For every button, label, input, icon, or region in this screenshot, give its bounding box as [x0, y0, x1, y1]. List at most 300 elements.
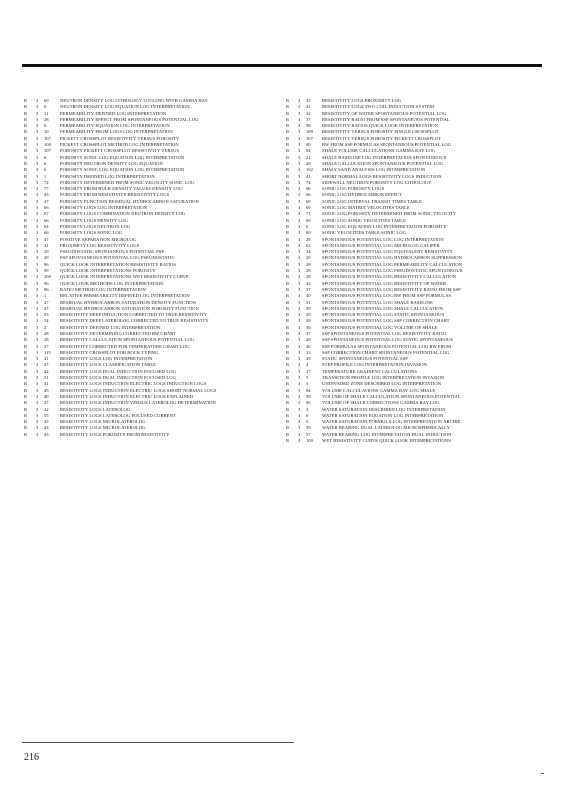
row-entry: RESISTIVITY CORRECTED FOR TEMPERATURE CHART LOG: [60, 343, 190, 349]
row-entry: QUICK LOOK INTERPRETATION RESISTIVITY RATIOS: [60, 261, 176, 267]
row-entry: PERMEABILITY DEFINED LOG INTERPRETATION: [60, 110, 167, 116]
row-volume: 3: [36, 249, 39, 255]
row-page: 41: [44, 356, 49, 362]
row-page: 77: [44, 186, 49, 192]
index-column-right: [286, 98, 544, 444]
row-page: 96: [44, 280, 49, 286]
row-entry: RESIDUAL HYDROCARBON SATURATION POROSITY FUNCTION: [60, 305, 199, 311]
row-entry: POROSITY FROM BULK DENSITY VALUES DENSITY LOG: [60, 186, 183, 192]
row-code: R: [24, 223, 28, 229]
row-entry: WATER BEARING LOG INTERPRETATION DUAL INDUCTION: [322, 431, 452, 437]
row-code: R: [24, 400, 28, 406]
row-page: 94: [306, 148, 311, 154]
row-entry: SPONTANEOUS POTENTIAL LOG EQUIVALENT RESISTIVITY: [322, 249, 453, 255]
row-entry: POROSITY LOGS SONIC LOG: [60, 230, 123, 236]
row-volume: 3: [298, 104, 301, 110]
row-entry: POROSITY DEFINED LOG INTERPRETATION: [60, 173, 155, 179]
row-code: R: [286, 249, 290, 255]
row-page: 107: [306, 135, 313, 141]
row-code: R: [24, 255, 28, 261]
row-page: 1: [44, 293, 47, 299]
row-volume: 3: [36, 167, 39, 173]
row-entry: POROSITY LOGS NEUTRON LOG: [60, 223, 131, 229]
row-code: R: [24, 412, 28, 418]
row-code: R: [286, 349, 290, 355]
row-code: R: [24, 211, 28, 217]
row-page: 33: [306, 349, 311, 355]
row-code: R: [24, 217, 28, 223]
row-entry: TRANSITION PROFILE LOG INTERPRETATION INVASION: [322, 375, 445, 381]
row-code: R: [286, 154, 290, 160]
row-volume: 3: [298, 286, 301, 292]
row-page: 96: [44, 261, 49, 267]
row-volume: 3: [298, 186, 301, 192]
row-page: 11: [44, 110, 49, 116]
row-entry: WATER SATURATION FORMULA LOG INTERPRETATION ARCHIE: [322, 419, 461, 425]
row-page: 55: [44, 412, 49, 418]
row-page: 32: [306, 110, 311, 116]
row-page: 28: [44, 337, 49, 343]
row-entry: POROSITY NEUTRON DENSITY LOG EQUATION: [60, 160, 163, 166]
row-page: 5: [306, 419, 309, 425]
row-page: 6: [44, 154, 47, 160]
row-volume: 3: [36, 299, 39, 305]
row-page: 59: [306, 425, 311, 431]
row-code: R: [286, 211, 290, 217]
row-volume: 3: [36, 305, 39, 311]
row-volume: 3: [36, 330, 39, 336]
row-volume: 3: [36, 186, 39, 192]
row-entry: RESISTIVITY DETERMINING CORRECTED RW CHART: [60, 330, 176, 336]
row-code: R: [286, 280, 290, 286]
row-entry: WATER SATURATION EQUATION LOG INTERPRETATION: [322, 412, 444, 418]
row-page: 29: [306, 268, 311, 274]
row-entry: SHALE VOLUME CALCULATIONS GAMMA RAY LOG: [322, 148, 436, 154]
row-code: R: [24, 142, 28, 148]
row-volume: 3: [36, 255, 39, 261]
row-entry: RESISTIVITY OF WATER SPONTANEOUS POTENTIAL LOG: [322, 110, 447, 116]
row-page: 27: [306, 368, 311, 374]
row-entry: SPONTANEOUS POTENTIAL LOG LOG INTERPRETATION: [322, 236, 444, 242]
row-volume: 3: [298, 236, 301, 242]
row-code: R: [286, 400, 290, 406]
row-entry: NEUTRON DENSITY LOG LITHOLOGY LOGGING WITH GAMMA RAY: [60, 98, 208, 103]
row-code: R: [24, 123, 28, 129]
row-page: 95: [306, 400, 311, 406]
row-volume: 3: [36, 368, 39, 374]
row-page: 96: [44, 286, 49, 292]
row-volume: 3: [298, 280, 301, 286]
row-page: 66: [44, 217, 49, 223]
row-page: 66: [306, 192, 311, 198]
row-entry: SSP SPONTANEOUS POTENTIAL LOG STATIC SPONTANEOUS: [322, 337, 453, 343]
row-code: R: [24, 330, 28, 336]
row-entry: RESISTIVITY LOGS INDUCTION ELECTRIC LOGS INDUCTION LOGS: [60, 381, 207, 387]
row-entry: WATER BEARING DUAL LATEROLOG MICROSPHERICALLY: [322, 425, 450, 431]
row-volume: 3: [298, 343, 301, 349]
row-page: 71: [306, 211, 311, 217]
row-entry: VOLUME OF SHALE CORRECTIONS GAMMA RAY LOG: [322, 400, 440, 406]
row-code: R: [24, 368, 28, 374]
row-volume: 3: [298, 116, 301, 122]
row-volume: 3: [36, 230, 39, 236]
row-volume: 3: [36, 286, 39, 292]
row-page: 42: [44, 368, 49, 374]
row-code: R: [24, 324, 28, 330]
row-entry: QUICK LOOK INTERPRETATIONS WET RESISTIVITY CURVE: [60, 274, 189, 280]
row-volume: 3: [36, 242, 39, 248]
row-code: R: [286, 318, 290, 324]
row-page: 28: [306, 236, 311, 242]
row-entry: RESISTIVITY RATIO FROM SSP SPONTANEOUS POTENTIAL: [322, 116, 450, 122]
row-code: R: [286, 261, 290, 267]
row-page: 34: [306, 249, 311, 255]
row-volume: 3: [298, 274, 301, 280]
row-code: R: [24, 160, 28, 166]
row-entry: RESISTIVITY LOGS LATEROLOG FOCUSED CURRENT: [60, 412, 176, 418]
row-code: R: [24, 406, 28, 412]
row-entry: POROSITY PICKETT CROSSPLOT RESISTIVITY VERSUS: [60, 148, 180, 154]
row-page: 99: [44, 268, 49, 274]
row-volume: 3: [36, 192, 39, 198]
row-volume: 3: [298, 375, 301, 381]
row-code: R: [24, 362, 28, 368]
row-volume: 3: [298, 217, 301, 223]
row-page: 57: [306, 431, 311, 437]
row-volume: 3: [36, 160, 39, 166]
row-entry: RATIO METHOD LOG INTERPRETATION: [60, 286, 146, 292]
row-page: 40: [306, 343, 311, 349]
row-entry: SPONTANEOUS POTENTIAL LOG SSP CORRECTION CHART: [322, 318, 450, 324]
row-code: R: [286, 312, 290, 318]
row-page: 27: [44, 343, 49, 349]
row-entry: SPONTANEOUS POTENTIAL LOG SHALE CALCULATION: [322, 305, 444, 311]
row-page: 6: [306, 223, 309, 229]
row-code: R: [286, 223, 290, 229]
row-volume: 3: [298, 211, 301, 217]
row-entry: RESISTIVITY LOGS POROSITY FROM RESISTIVITY: [60, 431, 170, 437]
row-code: R: [24, 318, 28, 324]
row-page: 5: [306, 375, 309, 381]
row-entry: POROSITY FROM RESISTIVITY RESISTIVITY LOGS: [60, 192, 170, 198]
row-volume: 3: [298, 255, 301, 261]
row-entry: RESISTIVITY RATIOS QUICK LOOK INTERPRETATION: [322, 123, 438, 129]
row-volume: 3: [36, 337, 39, 343]
row-entry: POSITIVE SEPARATION MICROLOG: [60, 236, 137, 242]
row-page: 51: [44, 375, 49, 381]
row-page: 37: [306, 286, 311, 292]
row-page: 6: [306, 412, 309, 418]
row-page: 29: [306, 160, 311, 166]
row-code: R: [24, 356, 28, 362]
row-volume: 3: [298, 173, 301, 179]
row-code: R: [286, 167, 290, 173]
row-entry: POROSITY LOGS COMBINATION NEUTRON DENSITY LOG: [60, 211, 186, 217]
row-entry: SPONTANEOUS POTENTIAL LOG RW FROM SSP FORMULAS: [322, 293, 452, 299]
row-volume: 3: [298, 406, 301, 412]
row-page: 43: [44, 425, 49, 431]
row-page: 21: [306, 154, 311, 160]
row-page: 49: [44, 387, 49, 393]
row-volume: 3: [36, 419, 39, 425]
row-page: 1: [44, 173, 47, 179]
row-entry: RESIDUAL HYDROCARBON SATURATION DENSITY FUNCTION: [60, 299, 197, 305]
row-volume: 3: [36, 268, 39, 274]
row-code: R: [286, 104, 290, 110]
row-code: R: [24, 192, 28, 198]
row-code: R: [286, 129, 290, 135]
row-code: R: [286, 268, 290, 274]
row-page: 4: [306, 362, 309, 368]
row-entry: RESISTIVITY LOGS LATEROLOG: [60, 406, 131, 412]
row-entry: STATIC SPONTANEOUS POTENTIAL SSP: [322, 356, 408, 362]
row-page: 29: [306, 305, 311, 311]
row-entry: POROSITY LOGS LOG INTERPRETATION: [60, 205, 147, 211]
row-code: R: [24, 261, 28, 267]
row-volume: 3: [36, 356, 39, 362]
row-page: 100: [306, 438, 313, 444]
row-page: 41: [44, 242, 49, 248]
row-page: 6: [44, 123, 47, 129]
row-code: R: [24, 337, 28, 343]
row-volume: 3: [298, 330, 301, 336]
row-code: R: [24, 419, 28, 425]
row-page: 43: [44, 192, 49, 198]
row-page: 2: [44, 324, 47, 330]
row-code: R: [24, 198, 28, 204]
row-page: 98: [306, 123, 311, 129]
top-rule: [22, 64, 542, 67]
row-code: R: [286, 324, 290, 330]
row-page: 37: [306, 116, 311, 122]
row-entry: RESISTIVITY LOGS LOG INTERPRETATION: [60, 356, 153, 362]
row-volume: 3: [298, 223, 301, 229]
row-code: R: [24, 286, 28, 292]
row-volume: 3: [36, 412, 39, 418]
row-page: 47: [44, 236, 49, 242]
row-code: R: [24, 236, 28, 242]
row-entry: RESISTIVITY CALCULATION SPONTANEOUS POTENTIAL LOG: [60, 337, 195, 343]
row-page: 29: [306, 356, 311, 362]
row-page: 32: [306, 280, 311, 286]
row-code: R: [24, 173, 28, 179]
row-code: N: [24, 154, 28, 160]
footer-rule: [22, 742, 294, 743]
row-code: R: [24, 375, 28, 381]
row-page: 69: [306, 230, 311, 236]
row-volume: 3: [36, 343, 39, 349]
row-page: 6: [44, 167, 47, 173]
row-code: R: [286, 406, 290, 412]
row-code: R: [286, 375, 290, 381]
row-entry: SONIC LOG SONIC VELOCITIES TABLE: [322, 217, 407, 223]
row-code: R: [286, 356, 290, 362]
row-volume: 3: [298, 148, 301, 154]
row-entry: PERMEABILITY EQUATION LOG INTERPRETATION: [60, 123, 170, 129]
row-entry: RESISTIVITY DEEP INDUCTION CORRECTED TO TRUE RESISTIVITY: [60, 312, 208, 318]
row-entry: SHORT NORMAL LOGS RESISTIVITY LOGS INDUCTION: [322, 173, 442, 179]
row-volume: 3: [36, 116, 39, 122]
row-code: R: [286, 230, 290, 236]
row-page: 29: [306, 318, 311, 324]
row-code: R: [24, 280, 28, 286]
row-code: R: [286, 293, 290, 299]
row-code: R: [286, 425, 290, 431]
row-volume: 3: [36, 261, 39, 267]
row-volume: 3: [298, 299, 301, 305]
row-entry: RESISTIVITY VERSUS POROSITY SINGLE CROSSPLOT: [322, 129, 439, 135]
row-code: R: [286, 148, 290, 154]
row-code: R: [24, 343, 28, 349]
row-code: R: [286, 217, 290, 223]
row-entry: SPONTANEOUS POTENTIAL LOG SHALE BASELINE: [322, 299, 433, 305]
row-volume: 3: [298, 123, 301, 129]
row-entry: PROXIMITY LOG RESISTIVITY LOGS: [60, 242, 140, 248]
row-volume: 3: [36, 205, 39, 211]
row-volume: 3: [298, 261, 301, 267]
row-volume: 3: [36, 173, 39, 179]
row-code: R: [24, 186, 28, 192]
row-volume: 3: [298, 110, 301, 116]
row-volume: 3: [298, 198, 301, 204]
row-volume: 3: [298, 368, 301, 374]
row-page: 29: [44, 249, 49, 255]
row-page: 107: [44, 148, 51, 154]
row-volume: 3: [298, 381, 301, 387]
row-volume: 3: [298, 400, 301, 406]
row-volume: 3: [36, 211, 39, 217]
row-entry: PICKETT CROSSPLOT METHOD LOG INTERPRETATION: [60, 142, 179, 148]
row-entry: RESISTIVITY LOGS INDUCTION ELECTRIC LOGS SHORT NORMAL LOGS: [60, 387, 217, 393]
row-page: 28: [44, 116, 49, 122]
row-entry: VOLUME CALCULATIONS GAMMA RAY LOG SHALE: [322, 387, 436, 393]
row-entry: RESISTIVITY LOGS MICROLATEROLOG: [60, 425, 146, 431]
row-code: R: [286, 274, 290, 280]
row-page: 3: [306, 381, 309, 387]
row-page: 100: [44, 274, 51, 280]
row-volume: 3: [298, 425, 301, 431]
row-code: R: [24, 431, 28, 437]
row-volume: 3: [298, 242, 301, 248]
row-code: R: [286, 255, 290, 261]
row-entry: SONIC LOG POROSITY LOGS: [322, 186, 385, 192]
row-volume: 3: [298, 98, 301, 103]
row-page: 29: [306, 255, 311, 261]
row-code: R: [24, 312, 28, 318]
row-entry: RESISTIVITY LOGS DUAL INDUCTION FOCUSED LOG: [60, 375, 177, 381]
row-volume: 3: [298, 412, 301, 418]
row-entry: WET RESISTIVITY CURVE QUICK LOOK INTERPRETATIONS: [322, 438, 451, 444]
row-page: 41: [306, 104, 311, 110]
row-code: R: [286, 160, 290, 166]
row-volume: 3: [298, 318, 301, 324]
row-volume: 3: [298, 324, 301, 330]
row-volume: 3: [36, 142, 39, 148]
row-entry: POROSITY SONIC LOG EQUATION LOG INTERPRETATION: [60, 154, 185, 160]
row-entry: TEMPERATURE GRADIENT CALCULATIONS: [322, 368, 417, 374]
row-page: 6: [44, 160, 47, 166]
row-code: R: [286, 179, 290, 185]
row-code: R: [24, 381, 28, 387]
row-code: R: [286, 186, 290, 192]
row-code: R: [24, 387, 28, 393]
row-entry: STEP PROFILE LOG INTERPRETATION INVASION: [322, 362, 427, 368]
row-volume: 3: [298, 160, 301, 166]
row-volume: 3: [298, 356, 301, 362]
row-volume: 3: [36, 349, 39, 355]
row-code: R: [24, 268, 28, 274]
row-entry: RELATIVE PERMEABILITY DEFINED LOG INTERPRETATION: [60, 293, 190, 299]
row-code: R: [286, 116, 290, 122]
row-page: 107: [44, 135, 51, 141]
row-code: R: [286, 343, 290, 349]
row-volume: 3: [298, 362, 301, 368]
row-entry: SPONTANEOUS POTENTIAL LOG PSEUDOSTATIC SPONTANEOUS: [322, 268, 463, 274]
row-volume: 3: [298, 154, 301, 160]
row-page: 47: [44, 299, 49, 305]
row-entry: SONIC LOG POROSITY DETERMINED FROM SONIC VELOCITY: [322, 211, 457, 217]
row-entry: POROSITY SONIC LOG EQUATION LOG INTERPRETATION: [60, 167, 185, 173]
row-code: R: [286, 205, 290, 211]
index-column-left: [24, 98, 282, 438]
row-entry: WATER SATURATION DESCRIBED LOG INTERPRETATION: [322, 406, 446, 412]
row-volume: 3: [36, 406, 39, 412]
row-page: 66: [44, 230, 49, 236]
row-page: 53: [44, 312, 49, 318]
row-entry: RESISTIVITY LOGS DUAL INDUCTION FOCUSED LOG: [60, 368, 177, 374]
row-entry: PSP SPONTANEOUS POTENTIAL LOG PSEUDOSTATIC: [60, 255, 175, 261]
row-entry: SSP FORMULAS SPONTANEOUS POTENTIAL LOG RW FROM: [322, 343, 452, 349]
row-entry: SONIC LOG INTERVAL TRANSIT TIMES TABLE: [322, 198, 422, 204]
row-entry: SPONTANEOUS POTENTIAL LOG STATIC SPONTANEOUS: [322, 312, 445, 318]
row-page: 3: [306, 406, 309, 412]
row-page: 29: [44, 255, 49, 261]
row-code: R: [24, 274, 28, 280]
row-code: R: [286, 286, 290, 292]
row-page: 66: [306, 186, 311, 192]
row-page: 69: [306, 205, 311, 211]
row-volume: 3: [298, 268, 301, 274]
row-volume: 3: [36, 324, 39, 330]
row-code: R: [286, 381, 290, 387]
row-entry: SPONTANEOUS POTENTIAL LOG RESISTIVITY OF WATER: [322, 280, 447, 286]
row-code: R: [24, 98, 28, 103]
row-entry: SPONTANEOUS POTENTIAL LOG HYDROCARBON SUPPRESSION: [322, 255, 462, 261]
row-volume: 3: [298, 135, 301, 141]
row-entry: SHALE BASELINE LOG INTERPRETATION SPONTANEOUS: [322, 154, 447, 160]
row-entry: QUICK LOOK INTERPRETATIONS POROSITY: [60, 268, 156, 274]
row-volume: 3: [298, 305, 301, 311]
row-volume: 3: [36, 318, 39, 324]
row-entry: PERMEABILITY FROM LOGS LOG INTERPRETATION: [60, 129, 173, 135]
row-code: R: [286, 337, 290, 343]
row-code: R: [286, 412, 290, 418]
row-page: 31: [306, 299, 311, 305]
row-entry: RESISTIVITY VERSUS POROSITY PICKETT CROSSPLOT: [322, 135, 442, 141]
row-page: 28: [44, 330, 49, 336]
row-code: R: [24, 242, 28, 248]
row-code: R: [286, 173, 290, 179]
row-code: R: [286, 431, 290, 437]
row-page: 54: [44, 318, 49, 324]
row-page: 74: [306, 179, 311, 185]
row-page: 41: [44, 381, 49, 387]
row-entry: SPONTANEOUS POTENTIAL LOG VOLUME OF SHALE: [322, 324, 438, 330]
row-code: R: [24, 349, 28, 355]
row-page: 42: [44, 406, 49, 412]
row-volume: 3: [36, 431, 39, 437]
row-entry: SSP SPONTANEOUS POTENTIAL LOG RESISTIVITY RATIO: [322, 330, 447, 336]
